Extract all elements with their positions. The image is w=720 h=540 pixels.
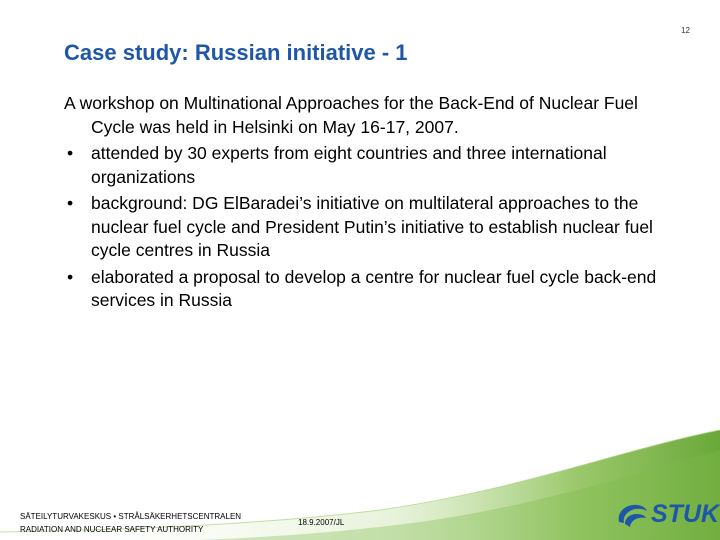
stuk-logo-icon [615,502,649,528]
logo-text: STUK [651,500,720,528]
org-name-line-1: SÄTEILYTURVAKESKUS • STRÅLSÄKERHETSCENTRALEN [20,512,242,521]
slide-body [64,92,684,316]
stuk-logo [615,500,719,529]
intro-paragraph: A workshop on Multinational Approaches for the Back-End of Nuclear Fuel Cycle was held in Helsinki on May 16-17, 2007. [64,93,638,137]
bullet-list [64,142,684,313]
list-item [64,266,684,313]
bullet-icon: • [67,143,74,163]
bullet-icon: • [67,266,74,287]
bullet-text: attended by 30 experts from eight countries and three international organizations [91,143,607,187]
org-name-line-2: RADIATION AND NUCLEAR SAFETY AUTHORITY [20,525,204,534]
bullet-icon: • [67,193,74,213]
list-item [64,142,684,189]
page-number: 12 [681,26,690,35]
list-item [64,192,684,263]
bullet-text: background: DG ElBaradei’s initiative on multilateral approaches to the nuclear fuel cycle and President Putin’s initiative to establish nuclear fuel cycle centres in Russia [91,193,653,260]
bullet-text: elaborated a proposal to develop a centre for nuclear fuel cycle back-end services in Russia [91,266,657,310]
footer-date: 18.9.2007/JL [298,518,345,527]
slide-title: Case study: Russian initiative - 1 [64,40,408,65]
footer-organization [20,510,241,536]
